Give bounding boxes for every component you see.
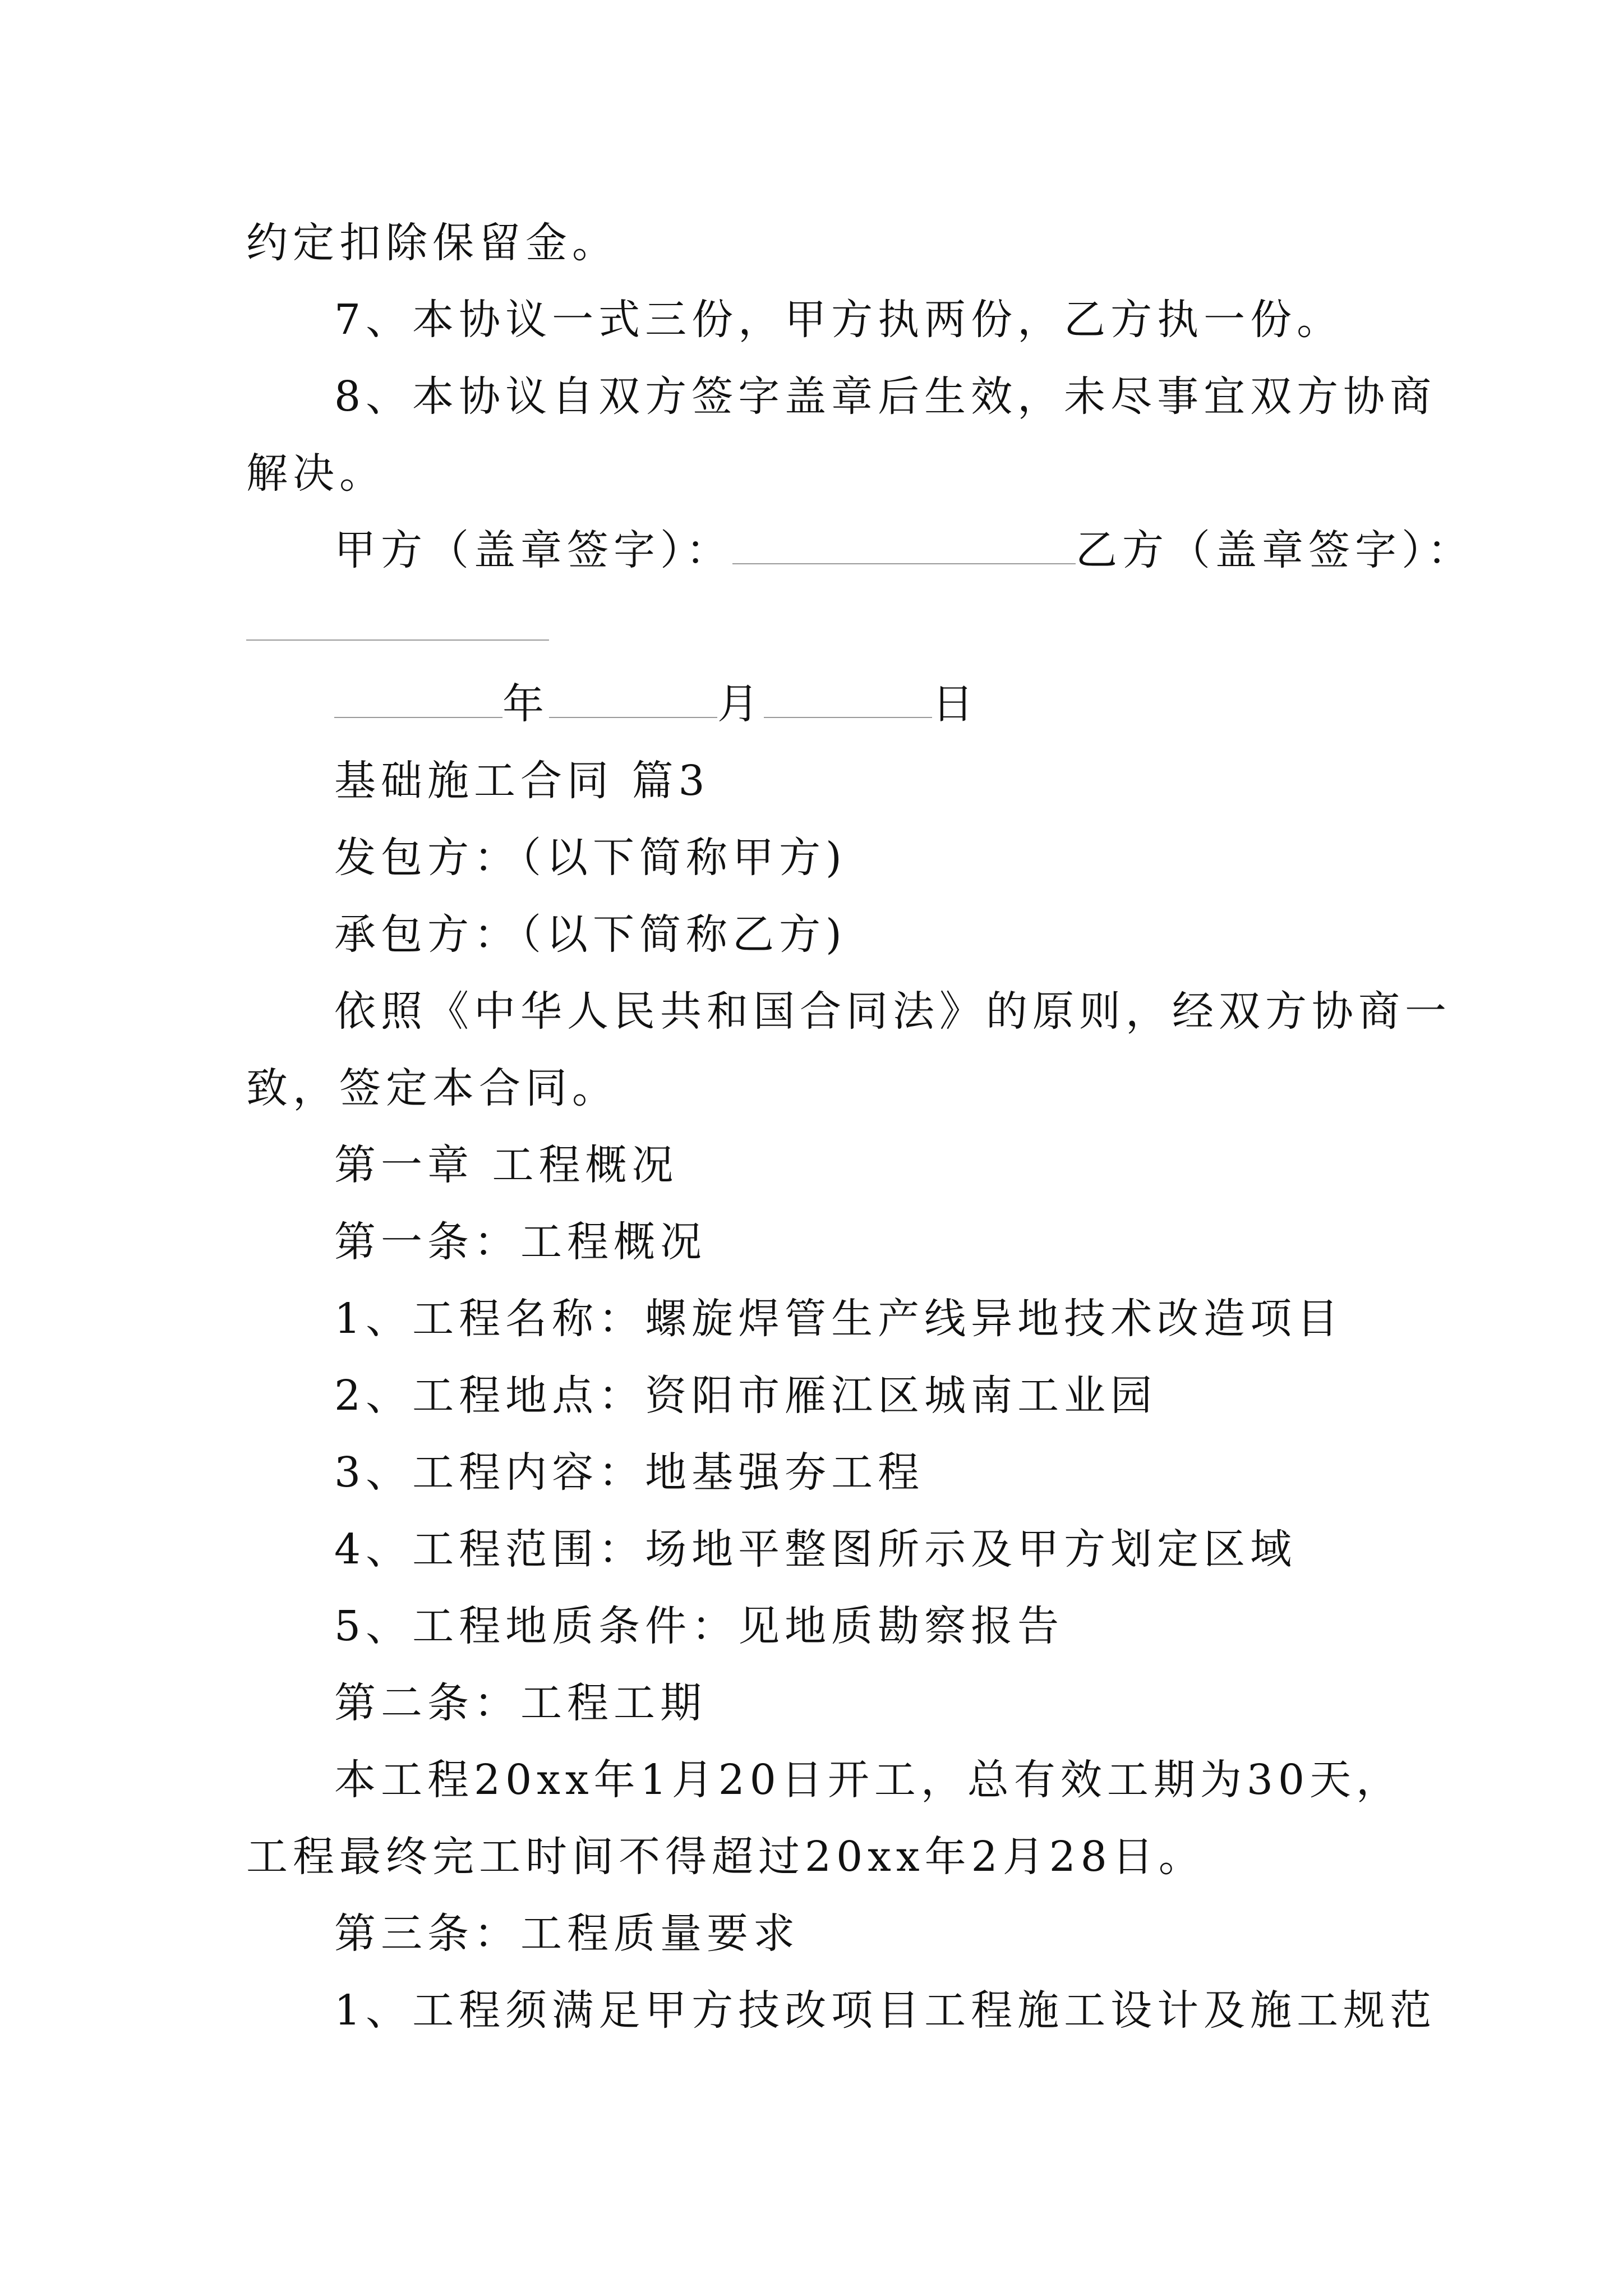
date-line xyxy=(334,679,979,729)
party-b-signature-blank xyxy=(246,639,549,641)
article-3-heading: 第三条：工程质量要求 xyxy=(334,1910,800,1958)
quality-item-1: 1、工程须满足甲方技改项目工程施工设计及施工规范 xyxy=(334,1986,1437,2035)
chapter-heading: 第一章 工程概况 xyxy=(334,1141,679,1189)
article-1-heading: 第一条：工程概况 xyxy=(334,1218,707,1266)
signature-line xyxy=(334,525,1474,576)
schedule-line1: 本工程20xx年1月20日开工，总有效工期为30天， xyxy=(334,1756,1403,1804)
day-label: 日 xyxy=(932,680,979,728)
employer-line: 发包方：（以下简称甲方) xyxy=(334,834,847,882)
party-a-signature-blank xyxy=(732,528,1076,564)
item-project-location: 2、工程地点：资阳市雁江区城南工业园 xyxy=(334,1372,1158,1420)
paragraph-effective-line2: 解决。 xyxy=(246,449,386,498)
party-b-signature-label: 乙方（盖章签字）： xyxy=(1076,526,1474,574)
intro-line2: 致，签定本合同。 xyxy=(246,1064,619,1112)
paragraph-effective-line1: 8、本协议自双方签字盖章后生效，未尽事宜双方协商 xyxy=(334,372,1437,421)
item-project-content: 3、工程内容：地基强夯工程 xyxy=(334,1448,925,1497)
item-project-scope: 4、工程范围：场地平整图所示及甲方划定区域 xyxy=(334,1525,1297,1573)
year-label: 年 xyxy=(502,680,549,728)
contractor-line: 承包方：（以下简称乙方) xyxy=(334,910,847,959)
article-2-heading: 第二条：工程工期 xyxy=(334,1679,707,1727)
item-project-name: 1、工程名称：螺旋焊管生产线异地技术改造项目 xyxy=(334,1295,1344,1343)
month-label: 月 xyxy=(717,680,764,728)
year-blank xyxy=(334,682,502,718)
schedule-line2: 工程最终完工时间不得超过20xx年2月28日。 xyxy=(246,1833,1205,1881)
intro-line1: 依照《中华人民共和国合同法》的原则，经双方协商一 xyxy=(334,987,1451,1036)
paragraph-retention: 约定扣除保留金。 xyxy=(246,219,619,267)
month-blank xyxy=(549,682,717,718)
item-geology: 5、工程地质条件：见地质勘察报告 xyxy=(334,1602,1064,1650)
paragraph-copies: 7、本协议一式三份，甲方执两份，乙方执一份。 xyxy=(334,296,1344,344)
section-title: 基础施工合同 篇3 xyxy=(334,757,710,805)
day-blank xyxy=(764,682,932,718)
party-a-signature-label: 甲方（盖章签字）： xyxy=(334,526,732,574)
